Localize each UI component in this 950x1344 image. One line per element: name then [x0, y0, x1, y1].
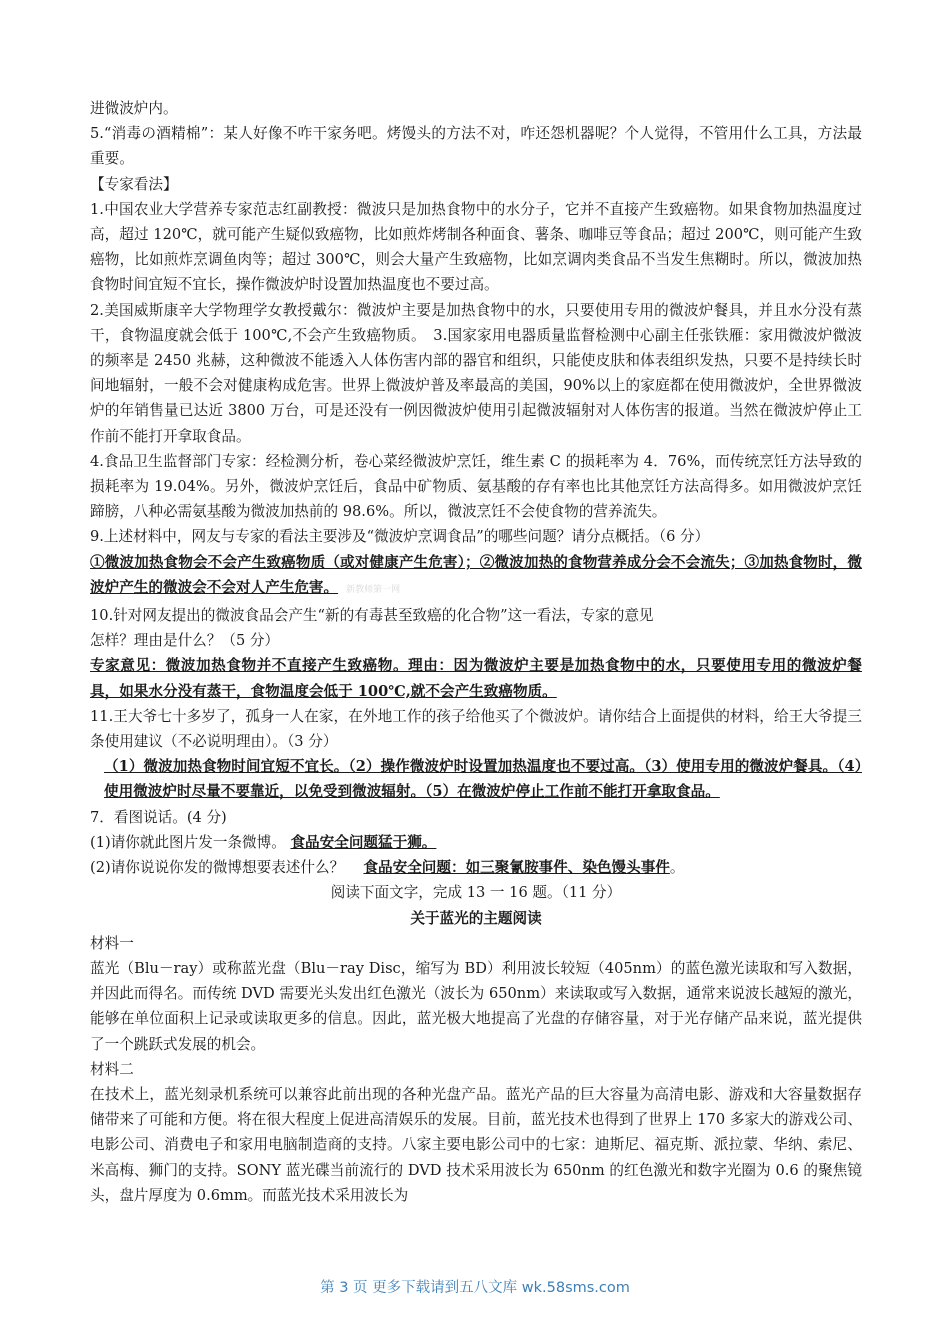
expert-paragraph-2-3: 2.美国威斯康辛大学物理学女教授戴尔：微波炉主要是加热食物中的水，只要使用专用的微波炉餐具，并且水分没有蒸干，食物温度就会低于 100℃,不会产生致癌物质。 3.国家家用电器质量监督检测中心副主任张铁雁：家用微波炉微波的频率是 2450 兆赫，这种微波不能透入人体伤害内部的器官和组织，只能使皮肤和体表组织发热，只要不是持续长时间地辐射，一般不会对健康构成危害。世界上微波炉普及率最高的美国，90%以上的家庭都在使用微波炉，全世界微波炉的年销售量已达近 3800 万台，可是还没有一例因微波炉使用引起微波辐射对人体伤害的报道。当然在微波炉停止工作前不能打开拿取食品。	[90, 301, 862, 445]
question-10-line-2: 怎样？理由是什么？（5 分）	[90, 632, 280, 650]
section-heading-expert: 【专家看法】	[90, 175, 178, 193]
document-body	[90, 96, 862, 1208]
page-footer: 第 3 页 更多下载请到五八文库 wk.58sms.com	[320, 1280, 630, 1296]
expert-paragraph-4: 4.食品卫生监督部门专家：经检测分析，卷心菜经微波炉烹饪，维生素 C 的损耗率为 4．76%，而传统烹饪方法导致的损耗率为 19.04%。另外，微波炉烹饪后，食品中矿物质、氨基酸的存有率也比其他烹饪方法高得多。如用微波炉烹饪蹄膀，八种必需氨基酸为微波加热前的 98.6%。所以，微波烹饪不会使食物的营养流失。	[90, 452, 862, 521]
netizen-comment-5: 5.“消毒の酒精棉”：某人好像不咋干家务吧。烤馒头的方法不对，咋还怨机器呢？个人觉得，不管用什么工具，方法最重要。	[90, 125, 862, 168]
question-11: 11.王大爷七十多岁了，孤身一人在家，在外地工作的孩子给他买了个微波炉。请你结合上面提供的材料，给王大爷提三条使用建议（不必说明理由）。（3 分）	[90, 707, 862, 751]
text-line: 进微波炉内。	[90, 100, 178, 117]
question-9: 9.上述材料中，网友与专家的看法主要涉及“微波炉烹调食品”的哪些问题？请分点概括。（6 分）	[90, 528, 710, 546]
question-7-1-prompt: (1)请你就此图片发一条微博。	[90, 833, 286, 851]
answer-7-2: 食品安全问题：如三聚氰胺事件、染色馒头事件	[363, 859, 670, 877]
question-10-line-1: 10.针对网友提出的微波食品会产生“新的有毒甚至致癌的化合物”这一看法，专家的意见	[90, 607, 654, 625]
material-1-text: 蓝光（Blu－ray）或称蓝光盘（Blu－ray Disc，缩写为 BD）利用波长较短（405nm）的蓝色激光读取和写入数据，并因此而得名。而传统 DVD 需要光头发出红色激光（波长为 650nm）来读取或写入数据，通常来说波长越短的激光，能够在单位面积上记录或读取更多的信息。因此，蓝光极大地提高了光盘的存储容量，对于光存储产品来说，蓝光提供了一个跳跃式发展的机会。	[90, 959, 862, 1053]
answer-10: 专家意见：微波加热食物并不直接产生致癌物。理由：因为微波炉主要是加热食物中的水，只要使用专用的微波炉餐具，如果水分没有蒸干，食物温度会低于 100℃,就不会产生致癌物质。	[90, 657, 862, 700]
reading-title: 关于蓝光的主题阅读	[410, 909, 542, 927]
answer-7-1: 食品安全问题猛于狮。	[290, 833, 437, 851]
material-2-text: 在技术上，蓝光刻录机系统可以兼容此前出现的各种光盘产品。蓝光产品的巨大容量为高清电影、游戏和大容量数据存储带来了可能和方便。将在很大程度上促进高清娱乐的发展。目前，蓝光技术也得到了世界上 170 多家大的游戏公司、电影公司、消费电子和家用电脑制造商的支持。八家主要电影公司中的七家：迪斯尼、福克斯、派拉蒙、华纳、索尼、米高梅、狮门的支持。SONY 蓝光碟当前流行的 DVD 技术采用波长为 650nm 的红色激光和数字光圈为 0.6 的聚焦镜头，盘片厚度为 0.6mm。而蓝光技术采用波长为	[90, 1085, 862, 1204]
question-7: 7．看图说话。(4 分)	[90, 808, 227, 826]
question-7-2-end: 。	[669, 859, 685, 877]
answer-11	[90, 754, 862, 804]
question-7-2	[90, 855, 862, 880]
question-7-1	[90, 830, 862, 855]
answer-11-text: （1）微波加热食物时间宜短不宜长。（2）操作微波炉时设置加热温度也不要过高。（3）使用专用的微波炉餐具。（4）使用微波炉时尽量不要靠近，以免受到微波辐射。（5）在微波炉停止工作前不能打开拿取食品。	[104, 758, 862, 801]
watermark: 新教师第一网	[346, 584, 401, 595]
question-7-2-prompt: (2)请你说说你发的微博想要表述什么？	[90, 859, 359, 877]
answer-9	[90, 550, 862, 603]
material-1-label: 材料一	[90, 934, 134, 952]
material-2-label: 材料二	[90, 1060, 134, 1078]
expert-paragraph-1: 1.中国农业大学营养专家范志红副教授：微波只是加热食物中的水分子，它并不直接产生致癌物。如果食物加热温度过高，超过 120℃，就可能产生疑似致癌物，比如煎炸烤制各种面食、薯条、咖啡豆等食品；超过 200℃，则可能产生致癌物，比如煎炸烹调鱼肉等；超过 300℃，则会大量产生致癌物，比如烹调肉类食品不当发生焦糊时。所以，微波加热食物时间宜短不宜长，操作微波炉时设置加热温度也不要过高。	[90, 200, 862, 294]
reading-instruction: 阅读下面文字，完成 13 一 16 题。（11 分）	[330, 884, 622, 902]
answer-9-text: ①微波加热食物会不会产生致癌物质（或对健康产生危害）；②微波加热的食物营养成分会不会流失；③加热食物时，微波炉产生的微波会不会对人产生危害。	[90, 553, 862, 596]
